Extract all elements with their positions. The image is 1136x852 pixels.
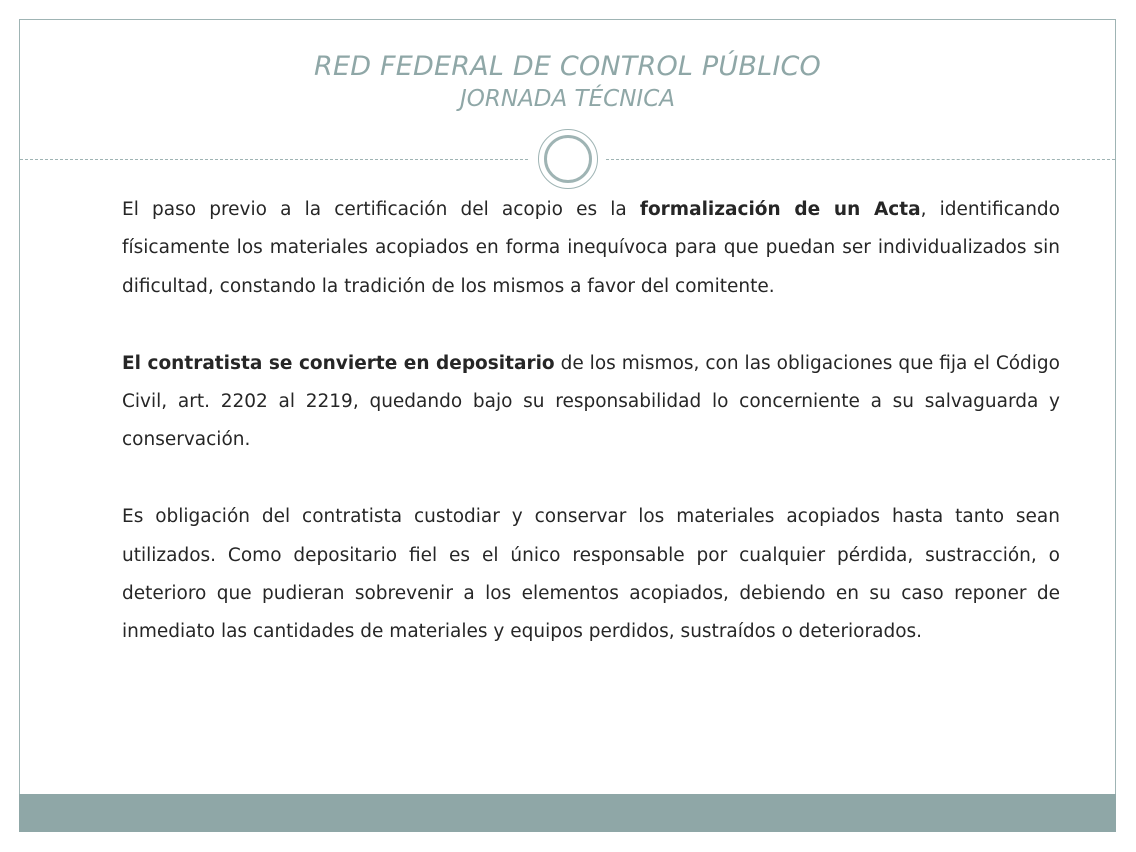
paragraph-acta: [122, 191, 1060, 306]
paragraph-obligacion: [122, 498, 1060, 652]
slide-title: RED FEDERAL DE CONTROL PÚBLICO: [313, 51, 822, 82]
paragraph-depositario-text: de los mismos, con las obligaciones que fija el Código Civil, art. 2202 al 2219, quedando bajo su responsabilidad lo concerniente a su salvaguarda y conservación.: [122, 352, 1060, 451]
paragraph-obligacion-text: Es obligación del contratista custodiar y conservar los materiales acopiados hasta tanto sean utilizados. Como depositario fiel es el único responsable por cualquier pérdida, sustracción, o deterioro que pudieran sobrevenir a los elementos acopiados, debiendo en su caso reponer de inmediato las cantidades de materiales y equipos perdidos, sustraídos o deteriorados.: [122, 506, 1060, 643]
paragraph-depositario-bold: El contratista se convierte en depositario: [122, 352, 555, 374]
circle-ornament-icon: [538, 129, 598, 189]
divider-line-right: [606, 159, 1115, 160]
paragraph-depositario: [122, 345, 1060, 460]
slide-body: [122, 191, 1060, 652]
divider-line-left: [20, 159, 528, 160]
paragraph-acta-bold: formalización de un Acta: [639, 199, 921, 220]
slide-subtitle: JORNADA TÉCNICA: [460, 86, 675, 112]
paragraph-acta-text-start: El paso previo a la certificación del acopio es la: [122, 199, 640, 220]
header: [19, 50, 1116, 114]
circle-ornament-inner: [544, 135, 592, 183]
paragraph-acta-text-end: , identificando físicamente los materiales acopiados en forma inequívoca para que puedan ser individualizados sin dificultad, constando la tradición de los mismos a favor del comitente.: [122, 199, 1060, 297]
footer-bar: [19, 794, 1116, 832]
